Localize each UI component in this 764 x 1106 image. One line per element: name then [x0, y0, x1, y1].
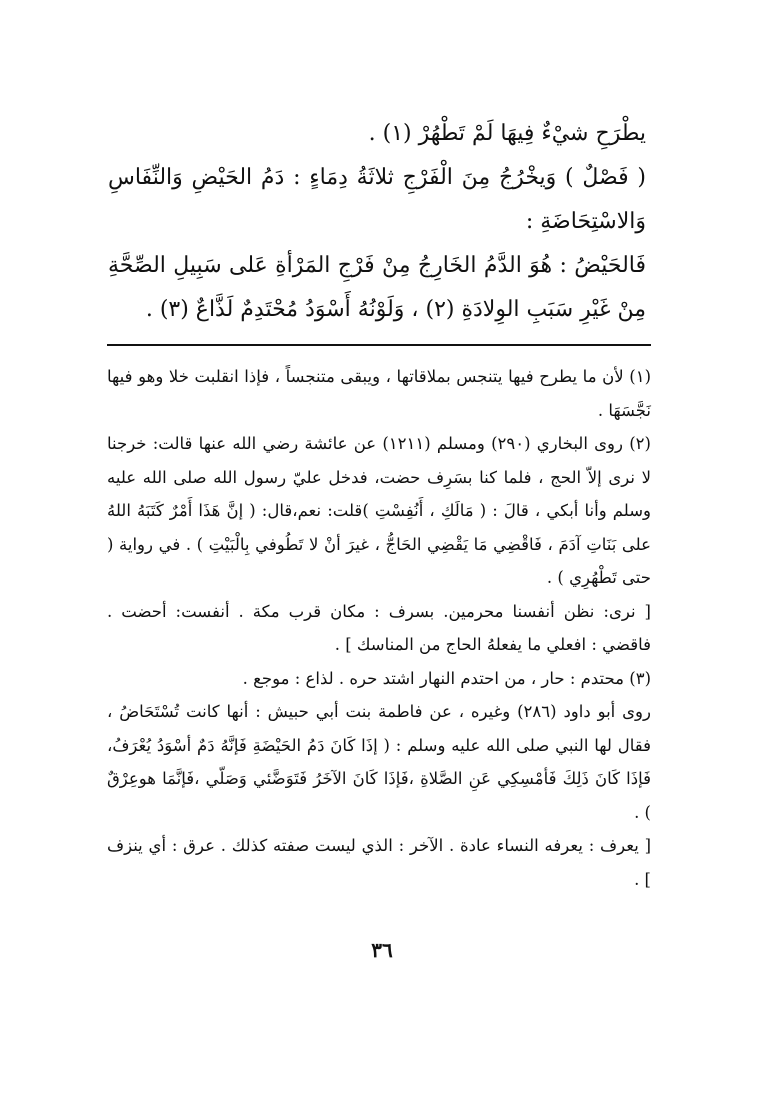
footnote-3: (٣) محتدم : حار ، من احتدم النهار اشتد حره . لذاع : موجع .	[242, 668, 651, 688]
footnote-3-hadith: روى أبو داود (٢٨٦) وغيره ، عن فاطمة بنت أبي حبيش : أنها كانت تُسْتَحَاضُ ، فقال لها النبي صلى الله عليه وسلم : ( إذَا كَانَ دَمُ الحَيْضَةِ فَإنَّهُ دَمٌ أسْوَدُ يُعْرَفُ، فَإذَا كَانَ ذَلِكَ فَأمْسِكِي عَنِ الصَّلاةِ ،فَإذَا كَانَ الآخَرُ فَتَوَضَّئي وَصَلّي ،فَإنَّمَا هوعِرْقٌ ) .	[107, 702, 651, 822]
footnote-2-glossary: [ نرى: نظن أنفسنا محرمين. بسرف : مكان قرب مكة . أنفست: أحضت . فاقضي : افعلي ما يفعلهُ الحاج من المناسك ] .	[107, 601, 651, 654]
footnote-1: (١) لأن ما يطرح فيها يتنجس بملاقاتها ، ويبقى متنجساً ، فإذا انقلبت خلا وهو فيها نَجَّسَهَا .	[107, 367, 651, 420]
footnote-separator	[107, 344, 651, 346]
page-number: ٣٦	[371, 938, 393, 962]
footnote-3-glossary: [ يعرف : يعرفه النساء عادة . الآخر : الذي ليست صفته كذلك . عرق : أي ينزف ] .	[107, 836, 651, 889]
footnotes	[107, 360, 651, 896]
main-text	[108, 112, 646, 332]
footnote-2: (٢) روى البخاري (٢٩٠) ومسلم (١٢١١) عن عائشة رضي الله عنها قالت: خرجنا لا نرى إلاّ الحج ، فلما كنا بسَرِف حضت، فدخل عليّ رسول الله صلى الله عليه وسلم وأنا أبكي ، قالَ : ( مَالَكِ ، أَنُفِسْتِ )قلت: نعم،قال: ( إنَّ هَذَا أَمْرٌ كَتَبَهُ اللهُ على بَنَاتِ آدَمَ ، فَاقْضِي مَا يَقْضِي الحَاجُّ ، غيرَ أنْ لا تَطُوفي بِالْبَيْتِ ) . في رواية ( حتى تَطْهُرِي ) .	[107, 434, 651, 587]
text-section-heading: ( فَصْلٌ ) وَيخْرُجُ مِنَ الْفَرْجِ ثلاثَةُ دِمَاءٍ : دَمُ الحَيْضِ وَالنِّفَاسِ وَالاسْتِحَاضَةِ :	[108, 165, 646, 234]
text-definition-hayd: فَالحَيْضُ : هُوَ الدَّمُ الخَارِجُ مِنْ فَرْجِ المَرْأةِ عَلى سَبِيلِ الصِّحَّةِ مِنْ غَيْرِ سَبَبِ الوِلادَةِ (٢) ، وَلَوْنُهُ أَسْوَدُ مُحْتَدِمٌ لَذَّاعٌ (٣) .	[108, 253, 646, 322]
text-continuation: يطْرَحِ شيْءٌ فِيهَا لَمْ تَطْهُرْ (١) .	[368, 121, 646, 146]
